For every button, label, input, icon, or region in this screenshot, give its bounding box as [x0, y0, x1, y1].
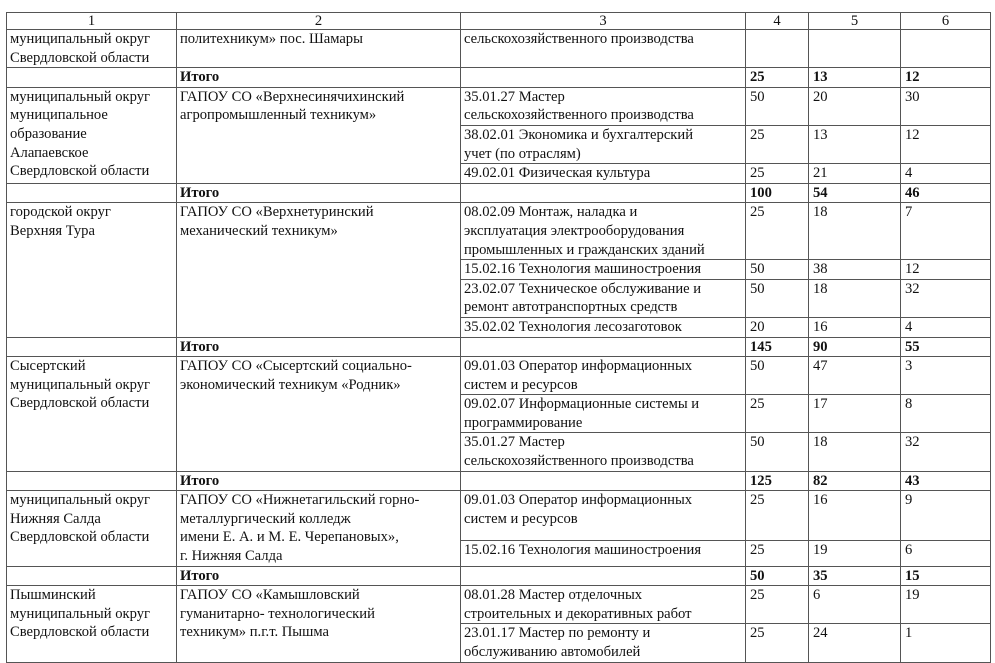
applications-cell: 21 [809, 164, 901, 184]
vacancies-cell: 32 [901, 279, 991, 317]
total-row [7, 183, 991, 203]
applications-cell: 47 [809, 357, 901, 395]
empty-cell [461, 183, 746, 203]
applications-cell: 6 [809, 586, 901, 624]
program-cell: 35.02.02 Технология лесозаготовок [461, 317, 746, 337]
column-header: 1 [7, 13, 177, 30]
program-cell: 15.02.16 Технология машиностроения [461, 541, 746, 567]
plan-count-cell: 50 [746, 279, 809, 317]
table-row [7, 491, 991, 541]
table-row [7, 87, 991, 125]
vacancies-cell: 30 [901, 87, 991, 125]
empty-cell [7, 566, 177, 586]
program-cell: 09.02.07 Информационные системы и программирование [461, 395, 746, 433]
plan-count-cell: 25 [746, 164, 809, 184]
plan-count-cell: 25 [746, 395, 809, 433]
plan-count-cell: 20 [746, 317, 809, 337]
plan-count-cell: 25 [746, 125, 809, 163]
applications-cell: 18 [809, 433, 901, 471]
applications-cell: 17 [809, 395, 901, 433]
total-label: Итого [177, 566, 461, 586]
total-vacancies-cell: 12 [901, 68, 991, 88]
plan-count-cell: 25 [746, 624, 809, 662]
total-plan-cell: 125 [746, 471, 809, 491]
allocation-table [6, 12, 991, 663]
plan-count-cell: 25 [746, 203, 809, 260]
empty-cell [7, 471, 177, 491]
vacancies-cell: 8 [901, 395, 991, 433]
total-vacancies-cell: 55 [901, 337, 991, 357]
vacancies-cell: 1 [901, 624, 991, 662]
empty-cell [7, 68, 177, 88]
program-cell: 38.02.01 Экономика и бухгалтерский учет (по отраслям) [461, 125, 746, 163]
total-label: Итого [177, 68, 461, 88]
applications-cell: 38 [809, 260, 901, 280]
vacancies-cell: 12 [901, 125, 991, 163]
college-cell: политехникум» пос. Шамары [177, 30, 461, 68]
applications-cell: 20 [809, 87, 901, 125]
applications-cell: 19 [809, 541, 901, 567]
plan-count-cell: 50 [746, 260, 809, 280]
district-cell: Пышминский муниципальный округ Свердловской области [7, 586, 177, 662]
empty-cell [461, 471, 746, 491]
program-cell: 35.01.27 Мастер сельскохозяйственного производства [461, 87, 746, 125]
vacancies-cell: 3 [901, 357, 991, 395]
total-applications-cell: 82 [809, 471, 901, 491]
program-cell: 15.02.16 Технология машиностроения [461, 260, 746, 280]
district-cell: городской округ Верхняя Тура [7, 203, 177, 337]
plan-count-cell: 25 [746, 541, 809, 567]
total-plan-cell: 50 [746, 566, 809, 586]
total-vacancies-cell: 46 [901, 183, 991, 203]
vacancies-cell: 4 [901, 317, 991, 337]
column-header: 6 [901, 13, 991, 30]
vacancies-cell: 19 [901, 586, 991, 624]
program-cell: 08.01.28 Мастер отделочных строительных и декоративных работ [461, 586, 746, 624]
vacancies-cell: 4 [901, 164, 991, 184]
district-cell: муниципальный округ Нижняя Салда Свердловской области [7, 491, 177, 566]
applications-cell: 16 [809, 491, 901, 541]
program-cell: 23.02.07 Техническое обслуживание и ремонт автотранспортных средств [461, 279, 746, 317]
applications-cell [809, 30, 901, 68]
plan-count-cell: 50 [746, 87, 809, 125]
district-cell: муниципальный округ Свердловской области [7, 30, 177, 68]
plan-count-cell: 50 [746, 357, 809, 395]
column-header: 4 [746, 13, 809, 30]
empty-cell [461, 566, 746, 586]
applications-cell: 24 [809, 624, 901, 662]
total-plan-cell: 145 [746, 337, 809, 357]
table-row [7, 357, 991, 395]
district-cell: муниципальный округ муниципальное образование Алапаевское Свердловской области [7, 87, 177, 183]
total-applications-cell: 35 [809, 566, 901, 586]
program-cell: 49.02.01 Физическая культура [461, 164, 746, 184]
total-applications-cell: 13 [809, 68, 901, 88]
total-row [7, 566, 991, 586]
total-plan-cell: 25 [746, 68, 809, 88]
total-label: Итого [177, 337, 461, 357]
program-cell: 35.01.27 Мастер сельскохозяйственного производства [461, 433, 746, 471]
empty-cell [461, 68, 746, 88]
empty-cell [7, 183, 177, 203]
applications-cell: 18 [809, 279, 901, 317]
total-label: Итого [177, 471, 461, 491]
program-cell: 09.01.03 Оператор информационных систем и ресурсов [461, 357, 746, 395]
plan-count-cell: 25 [746, 586, 809, 624]
column-header: 2 [177, 13, 461, 30]
total-vacancies-cell: 15 [901, 566, 991, 586]
total-label: Итого [177, 183, 461, 203]
college-cell: ГАПОУ СО «Верхнесинячихинский агропромышленный техникум» [177, 87, 461, 183]
total-applications-cell: 54 [809, 183, 901, 203]
vacancies-cell: 12 [901, 260, 991, 280]
total-row [7, 68, 991, 88]
college-cell: ГАПОУ СО «Камышловский гуманитарно- технологический техникум» п.г.т. Пышма [177, 586, 461, 662]
program-cell: 09.01.03 Оператор информационных систем и ресурсов [461, 491, 746, 541]
plan-count-cell: 25 [746, 491, 809, 541]
total-plan-cell: 100 [746, 183, 809, 203]
header-row [7, 13, 991, 30]
program-cell: 23.01.17 Мастер по ремонту и обслуживанию автомобилей [461, 624, 746, 662]
vacancies-cell: 7 [901, 203, 991, 260]
vacancies-cell: 6 [901, 541, 991, 567]
college-cell: ГАПОУ СО «Сысертский социально- экономический техникум «Родник» [177, 357, 461, 472]
program-cell: 08.02.09 Монтаж, наладка и эксплуатация электрооборудования промышленных и гражданских зданий [461, 203, 746, 260]
plan-count-cell: 50 [746, 433, 809, 471]
vacancies-cell: 9 [901, 491, 991, 541]
table-row [7, 203, 991, 260]
college-cell: ГАПОУ СО «Верхнетуринский механический техникум» [177, 203, 461, 337]
table-body [7, 13, 991, 663]
total-applications-cell: 90 [809, 337, 901, 357]
program-cell: сельскохозяйственного производства [461, 30, 746, 68]
applications-cell: 18 [809, 203, 901, 260]
table-row [7, 30, 991, 68]
vacancies-cell: 32 [901, 433, 991, 471]
applications-cell: 16 [809, 317, 901, 337]
applications-cell: 13 [809, 125, 901, 163]
district-cell: Сысертский муниципальный округ Свердловской области [7, 357, 177, 472]
empty-cell [461, 337, 746, 357]
college-cell: ГАПОУ СО «Нижнетагильский горно- металлургический колледж имени Е. А. и М. Е. Черепановых», г. Нижняя Салда [177, 491, 461, 566]
total-vacancies-cell: 43 [901, 471, 991, 491]
total-row [7, 471, 991, 491]
empty-cell [7, 337, 177, 357]
table-row [7, 586, 991, 624]
column-header: 5 [809, 13, 901, 30]
vacancies-cell [901, 30, 991, 68]
column-header: 3 [461, 13, 746, 30]
total-row [7, 337, 991, 357]
plan-count-cell [746, 30, 809, 68]
